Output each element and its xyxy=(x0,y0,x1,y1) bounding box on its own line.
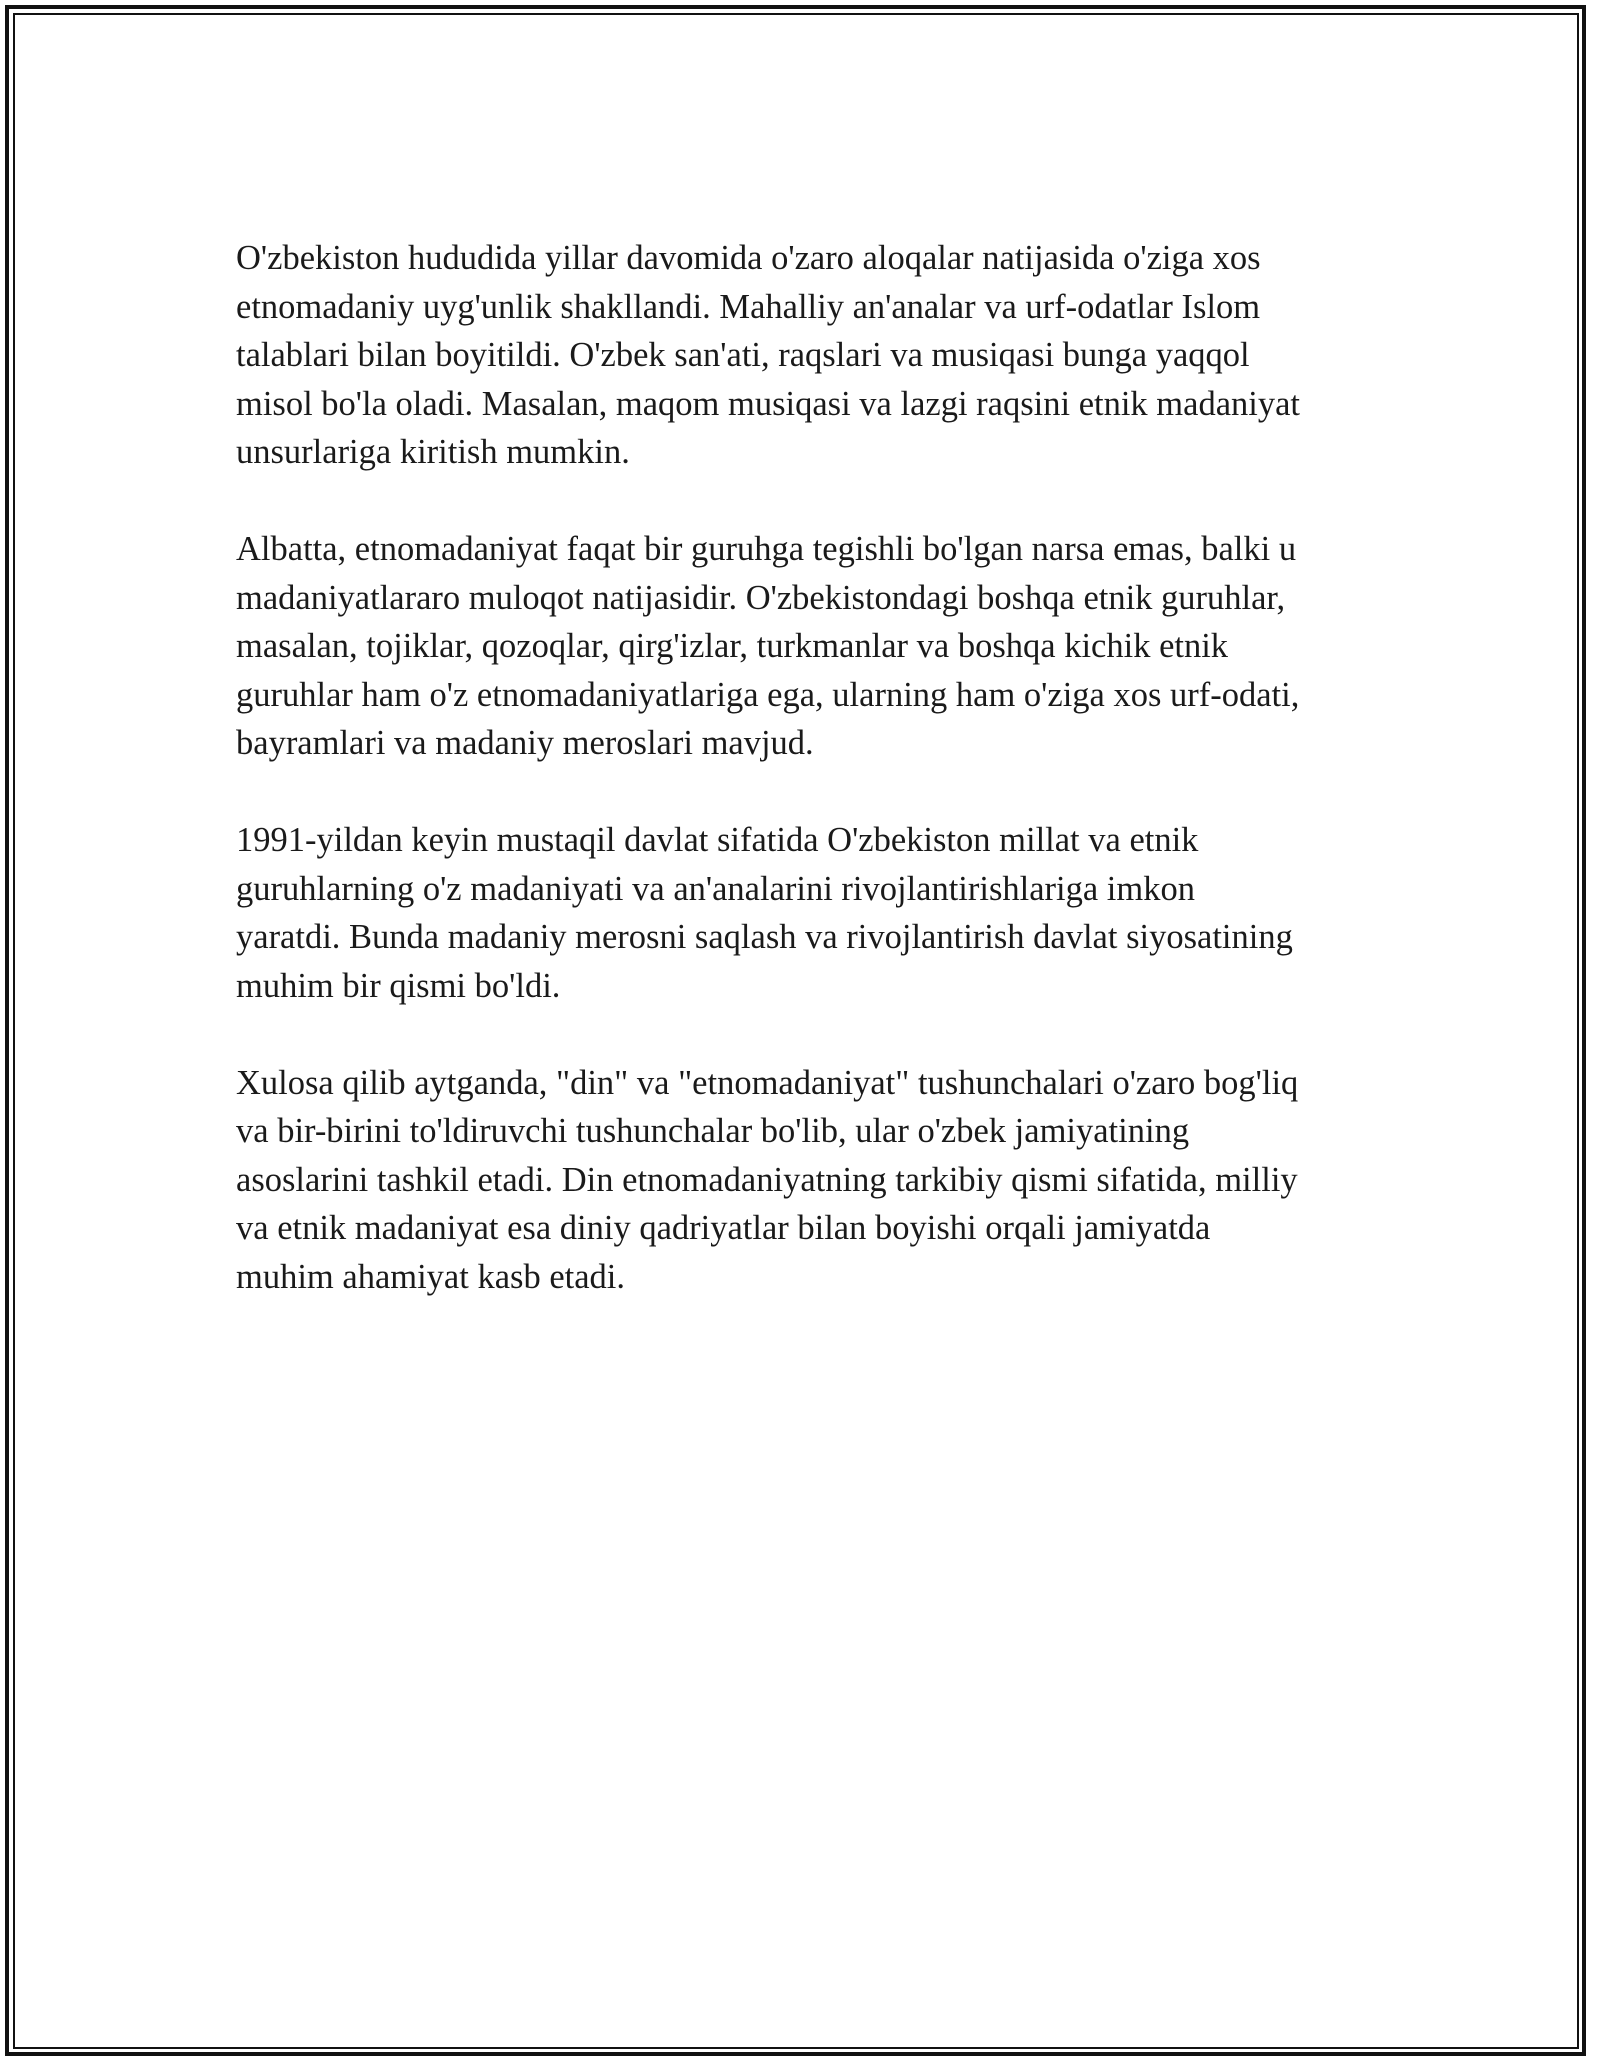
document-body xyxy=(236,234,1416,1350)
paragraph-2: Albatta, etnomadaniyat faqat bir guruhga tegishli bo'lgan narsa emas, balki u madaniyatlararo muloqot natijasidir. O'zbekistondagi boshqa etnik guruhlar, masalan, tojiklar, qozoqlar, qirg'izlar, turkmanlar va boshqa kichik etnik guruhlar ham o'z etnomadaniyatlariga ega, ularning ham o'ziga xos urf-odati, bayramlari va madaniy meroslari mavjud. xyxy=(236,530,1300,762)
paragraph-1: O'zbekiston hududida yillar davomida o'zaro aloqalar natijasida o'ziga xos etnomadaniy uyg'unlik shakllandi. Mahalliy an'analar va urf-odatlar Islom talablari bilan boyitildi. O'zbek san'ati, raqslari va musiqasi bunga yaqqol misol bo'la oladi. Masalan, maqom musiqasi va lazgi raqsini etnik madaniyat unsurlariga kiritish mumkin. xyxy=(236,239,1300,471)
paragraph-3: 1991-yildan keyin mustaqil davlat sifatida O'zbekiston millat va etnik guruhlarning o'z madaniyati va an'analarini rivojlantirishlariga imkon yaratdi. Bunda madaniy merosni saqlash va rivojlantirish davlat siyosatining muhim bir qismi bo'ldi. xyxy=(236,821,1293,1005)
paragraph-4: Xulosa qilib aytganda, "din" va "etnomadaniyat" tushunchalari o'zaro bog'liq va bir-birini to'ldiruvchi tushunchalar bo'lib, ular o'zbek jamiyatining asoslarini tashkil etadi. Din etnomadaniyatning tarkibiy qismi sifatida, milliy va etnik madaniyat esa diniy qadriyatlar bilan boyishi orqali jamiyatda muhim ahamiyat kasb etadi. xyxy=(236,1063,1299,1296)
